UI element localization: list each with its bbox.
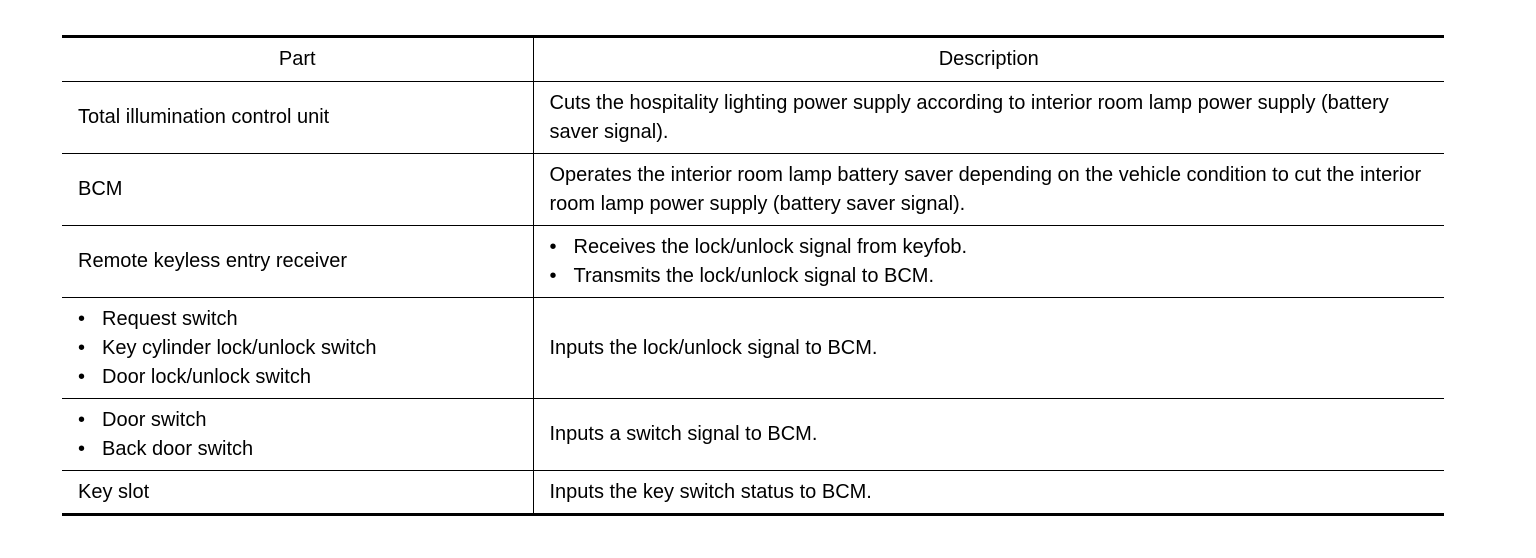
list-item: • Request switch	[78, 305, 517, 334]
table-row	[62, 399, 1444, 471]
table-row	[62, 154, 1444, 226]
bullet-icon: •	[549, 235, 557, 258]
list-item: • Back door switch	[78, 435, 517, 464]
part-cell	[62, 298, 533, 399]
description-list	[550, 233, 1429, 291]
header-description: Description	[533, 37, 1444, 82]
part-cell	[62, 399, 533, 471]
part-list	[78, 305, 517, 392]
table-row	[62, 82, 1444, 154]
part-cell: Key slot	[62, 471, 533, 515]
list-item: • Door switch	[78, 406, 517, 435]
table-row	[62, 298, 1444, 399]
header-part: Part	[62, 37, 533, 82]
description-cell: Inputs the lock/unlock signal to BCM.	[533, 298, 1444, 399]
parts-table	[62, 35, 1444, 516]
bullet-icon: •	[78, 307, 86, 330]
description-cell: Inputs the key switch status to BCM.	[533, 471, 1444, 515]
bullet-icon: •	[78, 365, 86, 388]
table-row	[62, 226, 1444, 298]
bullet-icon: •	[78, 437, 86, 460]
list-item: • Transmits the lock/unlock signal to BCM.	[550, 262, 1429, 291]
bullet-icon: •	[549, 264, 557, 287]
description-cell	[533, 226, 1444, 298]
table-header-row	[62, 37, 1444, 82]
description-cell: Cuts the hospitality lighting power supply according to interior room lamp power supply (battery saver signal).	[533, 82, 1444, 154]
table-row	[62, 471, 1444, 515]
description-cell: Operates the interior room lamp battery saver depending on the vehicle condition to cut the interior room lamp power supply (battery saver signal).	[533, 154, 1444, 226]
list-item: • Key cylinder lock/unlock switch	[78, 334, 517, 363]
part-cell: Remote keyless entry receiver	[62, 226, 533, 298]
description-cell: Inputs a switch signal to BCM.	[533, 399, 1444, 471]
bullet-icon: •	[78, 408, 86, 431]
part-cell: BCM	[62, 154, 533, 226]
list-item: • Door lock/unlock switch	[78, 363, 517, 392]
part-list	[78, 406, 517, 464]
bullet-icon: •	[78, 336, 86, 359]
list-item: • Receives the lock/unlock signal from keyfob.	[550, 233, 1429, 262]
part-cell: Total illumination control unit	[62, 82, 533, 154]
